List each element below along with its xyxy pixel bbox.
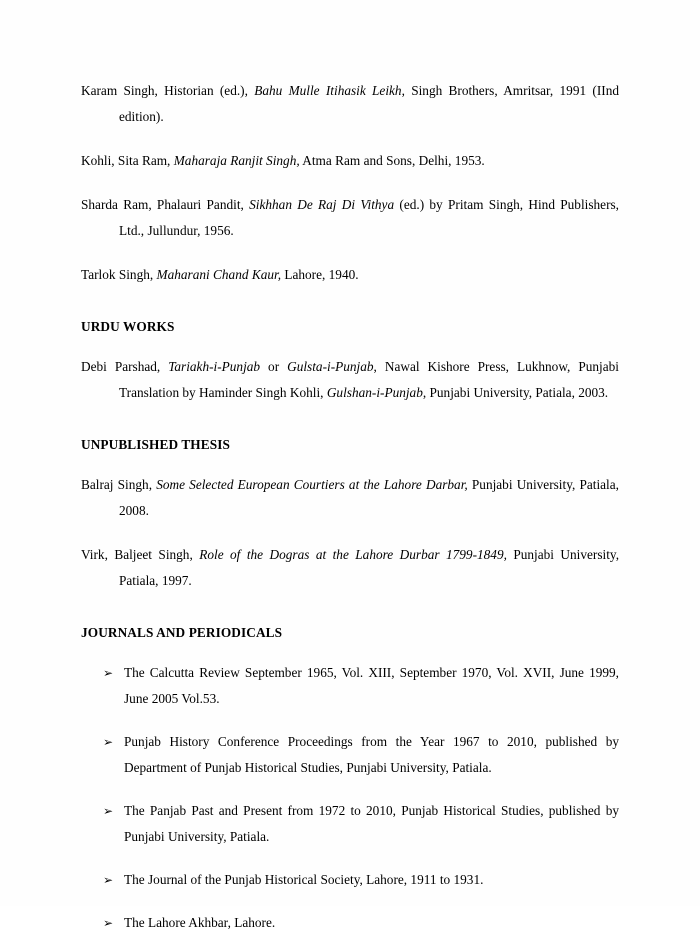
arrowhead-bullet-icon: ➢ bbox=[103, 735, 114, 749]
journals-list bbox=[81, 660, 619, 936]
bibliography-entry bbox=[81, 542, 619, 594]
arrowhead-bullet-icon: ➢ bbox=[103, 916, 114, 930]
entry-publication: Atma Ram and Sons, Delhi, 1953. bbox=[299, 153, 485, 168]
entry-publication: Lahore, 1940. bbox=[281, 267, 359, 282]
bibliography-entry bbox=[81, 354, 619, 406]
bibliography-entry bbox=[81, 78, 619, 130]
entry-author: Balraj Singh, bbox=[81, 477, 157, 492]
entry-publication: , Singh Brothers, Amritsar, 1991 (IInd edition). bbox=[119, 83, 619, 124]
arrowhead-bullet-icon: ➢ bbox=[103, 804, 114, 818]
entry-title: Role of the Dogras at the Lahore Durbar 1799-1849, bbox=[199, 547, 507, 562]
entry-author: Tarlok Singh, bbox=[81, 267, 157, 282]
bibliography-entry bbox=[81, 472, 619, 524]
list-item bbox=[81, 910, 619, 936]
entry-title: Some Selected European Courtiers at the Lahore Darbar, bbox=[156, 477, 468, 492]
list-item-label: The Calcutta Review September 1965, Vol. XIII, September 1970, Vol. XVII, June 1999, June 2005 Vol.53. bbox=[124, 665, 619, 706]
list-item bbox=[81, 798, 619, 850]
entry-title: Sikhhan De Raj Di Vithya bbox=[249, 197, 395, 212]
arrowhead-bullet-icon: ➢ bbox=[103, 873, 114, 887]
entry-publication: Punjabi University, Patiala, 1997. bbox=[119, 547, 620, 588]
entry-author: Debi Parshad, bbox=[81, 359, 169, 374]
bibliography-entry bbox=[81, 262, 619, 288]
entry-title: Maharani Chand Kaur, bbox=[156, 267, 282, 282]
list-item bbox=[81, 660, 619, 712]
entry-title: Bahu Mulle Itihasik Leikh bbox=[254, 83, 402, 98]
section-heading-journals-and-periodicals: JOURNALS AND PERIODICALS bbox=[81, 625, 283, 640]
spacer bbox=[81, 612, 619, 620]
entry-author: Sharda Ram, Phalauri Pandit, bbox=[81, 197, 250, 212]
entry-author: Kohli, Sita Ram, bbox=[81, 153, 174, 168]
entry-publication: (ed.) by Pritam Singh, Hind Publishers, Ltd., Jullundur, 1956. bbox=[119, 197, 619, 238]
entry-publication-tail: , Punjabi University, Patiala, 2003. bbox=[422, 385, 609, 400]
list-item-label: Punjab History Conference Proceedings from the Year 1967 to 2010, published by Department of Punjab Historical Studies, Punjabi University, Patiala. bbox=[124, 734, 619, 775]
list-item-label: The Journal of the Punjab Historical Society, Lahore, 1911 to 1931. bbox=[124, 872, 484, 887]
list-item bbox=[81, 867, 619, 893]
entry-translation-title: Gulshan-i-Punjab bbox=[326, 385, 423, 400]
arrowhead-bullet-icon: ➢ bbox=[103, 666, 114, 680]
entry-title: Tariakh-i-Punjab bbox=[168, 359, 261, 374]
section-heading-urdu-works: URDU WORKS bbox=[81, 319, 175, 334]
list-item-label: The Panjab Past and Present from 1972 to 2010, Punjab Historical Studies, published by Punjabi University, Patiala. bbox=[124, 803, 619, 844]
entry-publication: Punjabi University, Patiala, 2008. bbox=[119, 477, 619, 518]
entry-connector: or bbox=[260, 359, 288, 374]
entry-publication: , Nawal Kishore Press, Lukhnow, Punjabi Translation by Haminder Singh Kohli, bbox=[119, 359, 619, 400]
bibliography-entry bbox=[81, 148, 619, 174]
page-content bbox=[81, 78, 619, 936]
list-item-label: The Lahore Akhbar, Lahore. bbox=[124, 915, 276, 930]
spacer bbox=[81, 306, 619, 314]
spacer bbox=[81, 424, 619, 432]
entry-author: Virk, Baljeet Singh, bbox=[81, 547, 200, 562]
entry-title: Maharaja Ranjit Singh, bbox=[173, 153, 300, 168]
list-item bbox=[81, 729, 619, 781]
entry-alt-title: Gulsta-i-Punjab bbox=[287, 359, 374, 374]
bibliography-entry bbox=[81, 192, 619, 244]
entry-author: Karam Singh, Historian (ed.), bbox=[81, 83, 255, 98]
section-heading-unpublished-thesis: UNPUBLISHED THESIS bbox=[81, 437, 230, 452]
